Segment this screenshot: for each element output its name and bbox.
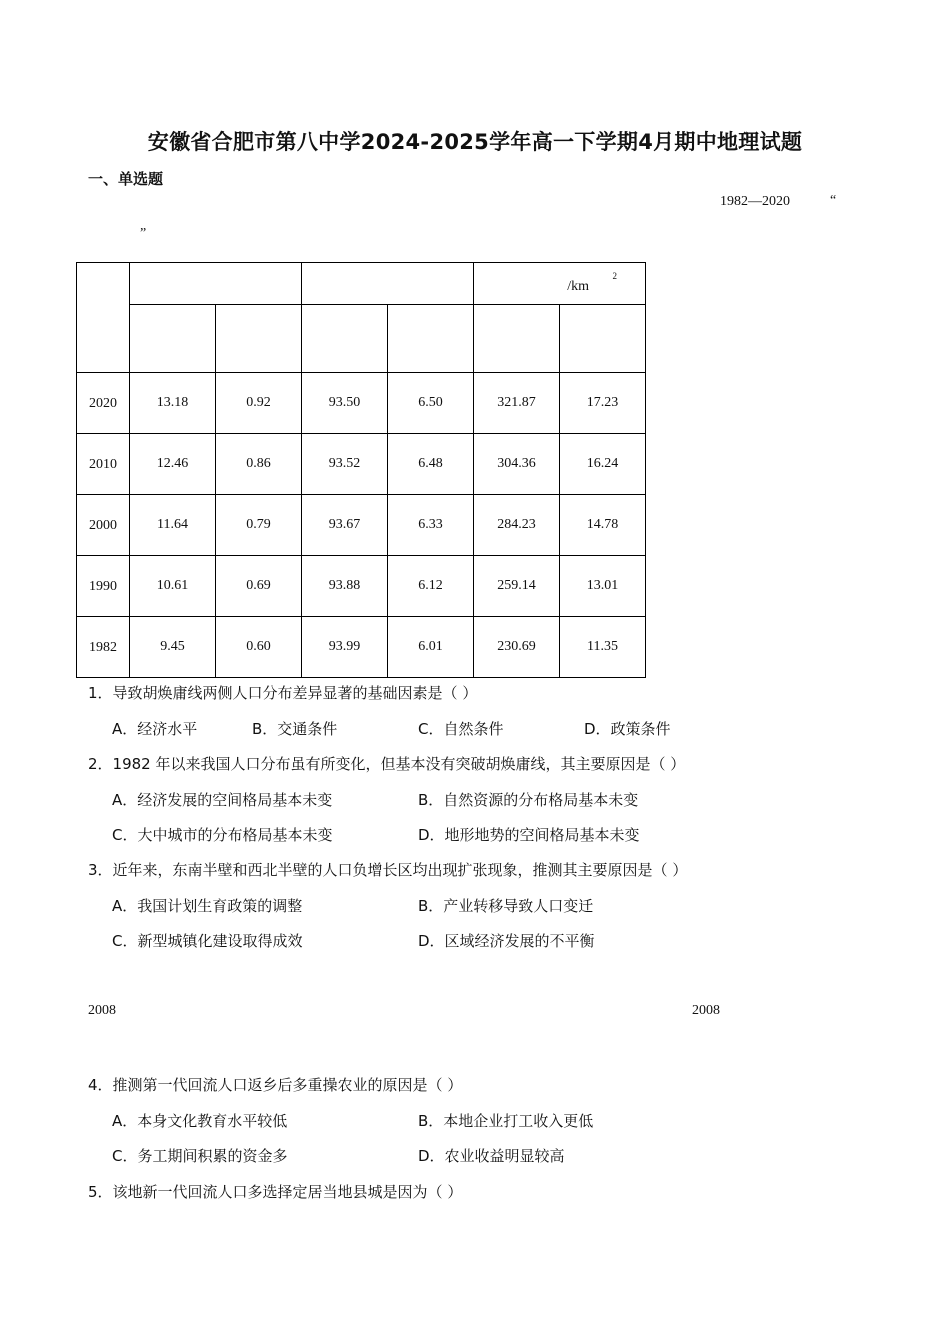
subheader-cell — [474, 305, 560, 373]
value-cell: 13.18 — [130, 373, 216, 434]
q2-option-c[interactable]: C．大中城市的分布格局基本未变 — [112, 826, 333, 844]
q2-option-a[interactable]: A．经济发展的空间格局基本未变 — [112, 791, 333, 809]
table-row — [77, 617, 646, 678]
value-cell: 6.01 — [388, 617, 474, 678]
header-group-1 — [130, 263, 302, 305]
value-cell: 321.87 — [474, 373, 560, 434]
value-cell: 93.88 — [302, 556, 388, 617]
year-label: 2000 — [89, 517, 117, 533]
header-year-cell — [77, 263, 130, 373]
subheader-cell — [130, 305, 216, 373]
q3-option-b[interactable]: B．产业转移导致人口变迁 — [418, 897, 594, 915]
table-row — [77, 434, 646, 495]
year-label: 1982 — [89, 639, 117, 655]
q4-option-d[interactable]: D．农业收益明显较高 — [418, 1147, 565, 1165]
value-cell: 10.61 — [130, 556, 216, 617]
value-cell: 93.50 — [302, 373, 388, 434]
q2-option-b[interactable]: B．自然资源的分布格局基本未变 — [418, 791, 639, 809]
q4-option-a[interactable]: A．本身文化教育水平较低 — [112, 1112, 288, 1130]
value-cell: 16.24 — [560, 434, 646, 495]
population-table — [76, 262, 646, 678]
page-title: 安徽省合肥市第八中学2024-2025学年高一下学期4月期中地理试题 — [147, 130, 803, 154]
passage-year-right: 2008 — [692, 1003, 720, 1018]
value-cell: 6.50 — [388, 373, 474, 434]
density-unit: /km — [567, 279, 589, 294]
year-label: 2020 — [89, 395, 117, 411]
value-cell: 12.46 — [130, 434, 216, 495]
question-1-stem: 1．导致胡焕庸线两侧人口分布差异显著的基础因素是（ ） — [88, 684, 478, 702]
value-cell: 304.36 — [474, 434, 560, 495]
header-group-3 — [474, 263, 646, 305]
density-unit-sup: 2 — [612, 271, 617, 281]
value-cell: 6.48 — [388, 434, 474, 495]
year-cell — [77, 434, 130, 495]
q3-option-d[interactable]: D．区域经济发展的不平衡 — [418, 932, 595, 950]
year-cell — [77, 556, 130, 617]
value-cell: 93.67 — [302, 495, 388, 556]
value-cell: 9.45 — [130, 617, 216, 678]
value-cell: 13.01 — [560, 556, 646, 617]
subheader-cell — [216, 305, 302, 373]
section-heading: 一、单选题 — [88, 170, 164, 188]
subheader-cell — [302, 305, 388, 373]
intro-open-quote: “ — [830, 193, 837, 208]
q4-option-b[interactable]: B．本地企业打工收入更低 — [418, 1112, 594, 1130]
question-4-stem: 4．推测第一代回流人口返乡后多重操农业的原因是（ ） — [88, 1076, 463, 1094]
value-cell: 259.14 — [474, 556, 560, 617]
passage-year-left: 2008 — [88, 1003, 116, 1018]
year-cell — [77, 373, 130, 434]
value-cell: 0.69 — [216, 556, 302, 617]
value-cell: 11.35 — [560, 617, 646, 678]
value-cell: 0.60 — [216, 617, 302, 678]
value-cell: 284.23 — [474, 495, 560, 556]
table-subheader-row — [77, 305, 646, 373]
year-label: 2010 — [89, 456, 117, 472]
question-3-stem: 3．近年来，东南半壁和西北半壁的人口负增长区均出现扩张现象，推测其主要原因是（ ） — [88, 861, 688, 879]
q1-option-c[interactable]: C．自然条件 — [418, 720, 504, 738]
value-cell: 14.78 — [560, 495, 646, 556]
q2-option-d[interactable]: D．地形地势的空间格局基本未变 — [418, 826, 640, 844]
year-label: 1990 — [89, 578, 117, 594]
table-row — [77, 556, 646, 617]
q1-option-a[interactable]: A．经济水平 — [112, 720, 198, 738]
year-cell — [77, 495, 130, 556]
value-cell: 6.33 — [388, 495, 474, 556]
value-cell: 0.86 — [216, 434, 302, 495]
value-cell: 17.23 — [560, 373, 646, 434]
value-cell: 6.12 — [388, 556, 474, 617]
header-group-2 — [302, 263, 474, 305]
table-header-row — [77, 263, 646, 305]
value-cell: 230.69 — [474, 617, 560, 678]
table-row — [77, 495, 646, 556]
table-row — [77, 373, 646, 434]
value-cell: 93.99 — [302, 617, 388, 678]
q3-option-a[interactable]: A．我国计划生育政策的调整 — [112, 897, 303, 915]
value-cell: 93.52 — [302, 434, 388, 495]
subheader-cell — [560, 305, 646, 373]
q3-option-c[interactable]: C．新型城镇化建设取得成效 — [112, 932, 303, 950]
value-cell: 11.64 — [130, 495, 216, 556]
q1-option-d[interactable]: D．政策条件 — [584, 720, 671, 738]
value-cell: 0.79 — [216, 495, 302, 556]
q4-option-c[interactable]: C．务工期间积累的资金多 — [112, 1147, 288, 1165]
intro-close-quote: ” — [140, 226, 147, 241]
intro-years: 1982—2020 — [720, 194, 790, 209]
question-2-stem: 2．1982 年以来我国人口分布虽有所变化，但基本没有突破胡焕庸线，其主要原因是（ ） — [88, 755, 686, 773]
subheader-cell — [388, 305, 474, 373]
q1-option-b[interactable]: B．交通条件 — [252, 720, 338, 738]
value-cell: 0.92 — [216, 373, 302, 434]
question-5-stem: 5．该地新一代回流人口多选择定居当地县城是因为（ ） — [88, 1183, 463, 1201]
year-cell — [77, 617, 130, 678]
